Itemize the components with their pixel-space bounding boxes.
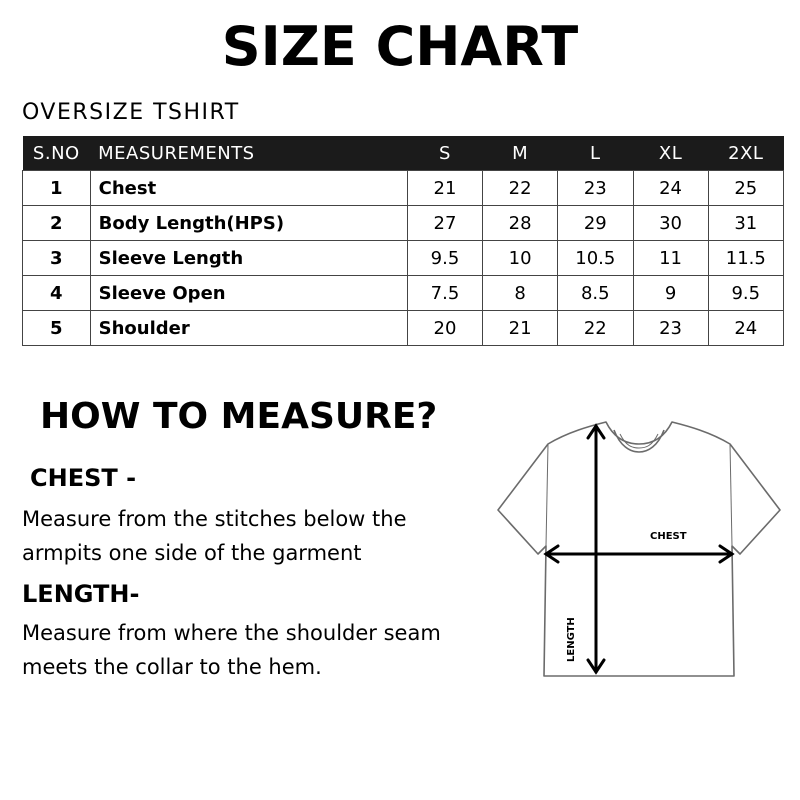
how-to-measure-heading: HOW TO MEASURE? xyxy=(40,396,438,437)
table-row xyxy=(23,206,784,241)
cell-value: 31 xyxy=(708,206,783,241)
table-row xyxy=(23,241,784,276)
cell-sno: 3 xyxy=(23,241,91,276)
cell-value: 21 xyxy=(407,171,482,206)
cell-value: 23 xyxy=(633,311,708,346)
header-sno: S.NO xyxy=(23,136,91,171)
chest-label: CHEST xyxy=(650,531,687,542)
cell-value: 9 xyxy=(633,276,708,311)
cell-value: 23 xyxy=(558,171,633,206)
cell-value: 9.5 xyxy=(407,241,482,276)
cell-measurement: Shoulder xyxy=(90,311,407,346)
cell-measurement: Chest xyxy=(90,171,407,206)
tshirt-diagram xyxy=(494,414,784,684)
cell-value: 29 xyxy=(558,206,633,241)
cell-sno: 4 xyxy=(23,276,91,311)
cell-value: 25 xyxy=(708,171,783,206)
length-label: LENGTH xyxy=(566,617,577,662)
cell-value: 11 xyxy=(633,241,708,276)
cell-measurement: Body Length(HPS) xyxy=(90,206,407,241)
chest-heading: CHEST - xyxy=(30,464,137,492)
cell-value: 8 xyxy=(483,276,558,311)
table-row xyxy=(23,311,784,346)
header-size-xl: XL xyxy=(633,136,708,171)
cell-value: 24 xyxy=(633,171,708,206)
cell-value: 27 xyxy=(407,206,482,241)
table-row xyxy=(23,171,784,206)
cell-measurement: Sleeve Open xyxy=(90,276,407,311)
header-size-m: M xyxy=(483,136,558,171)
tshirt-outline xyxy=(498,422,780,676)
cell-value: 22 xyxy=(558,311,633,346)
cell-value: 28 xyxy=(483,206,558,241)
cell-sno: 5 xyxy=(23,311,91,346)
cell-value: 22 xyxy=(483,171,558,206)
cell-value: 10.5 xyxy=(558,241,633,276)
header-size-2xl: 2XL xyxy=(708,136,783,171)
header-measurements: MEASUREMENTS xyxy=(90,136,407,171)
length-instructions: Measure from where the shoulder seam meets the collar to the hem. xyxy=(22,621,441,679)
cell-value: 30 xyxy=(633,206,708,241)
cell-measurement: Sleeve Length xyxy=(90,241,407,276)
cell-sno: 1 xyxy=(23,171,91,206)
header-size-s: S xyxy=(407,136,482,171)
table-header-row xyxy=(23,136,784,171)
table-row xyxy=(23,276,784,311)
length-heading: LENGTH- xyxy=(22,580,140,608)
cell-value: 10 xyxy=(483,241,558,276)
cell-value: 24 xyxy=(708,311,783,346)
page-title: SIZE CHART xyxy=(221,15,579,78)
cell-value: 11.5 xyxy=(708,241,783,276)
cell-value: 7.5 xyxy=(407,276,482,311)
cell-value: 8.5 xyxy=(558,276,633,311)
cell-value: 20 xyxy=(407,311,482,346)
product-subtitle: OVERSIZE TSHIRT xyxy=(22,100,240,125)
cell-value: 21 xyxy=(483,311,558,346)
header-size-l: L xyxy=(558,136,633,171)
cell-sno: 2 xyxy=(23,206,91,241)
size-chart-table xyxy=(22,136,784,346)
chest-instructions: Measure from the stitches below the armpits one side of the garment xyxy=(22,507,407,565)
cell-value: 9.5 xyxy=(708,276,783,311)
